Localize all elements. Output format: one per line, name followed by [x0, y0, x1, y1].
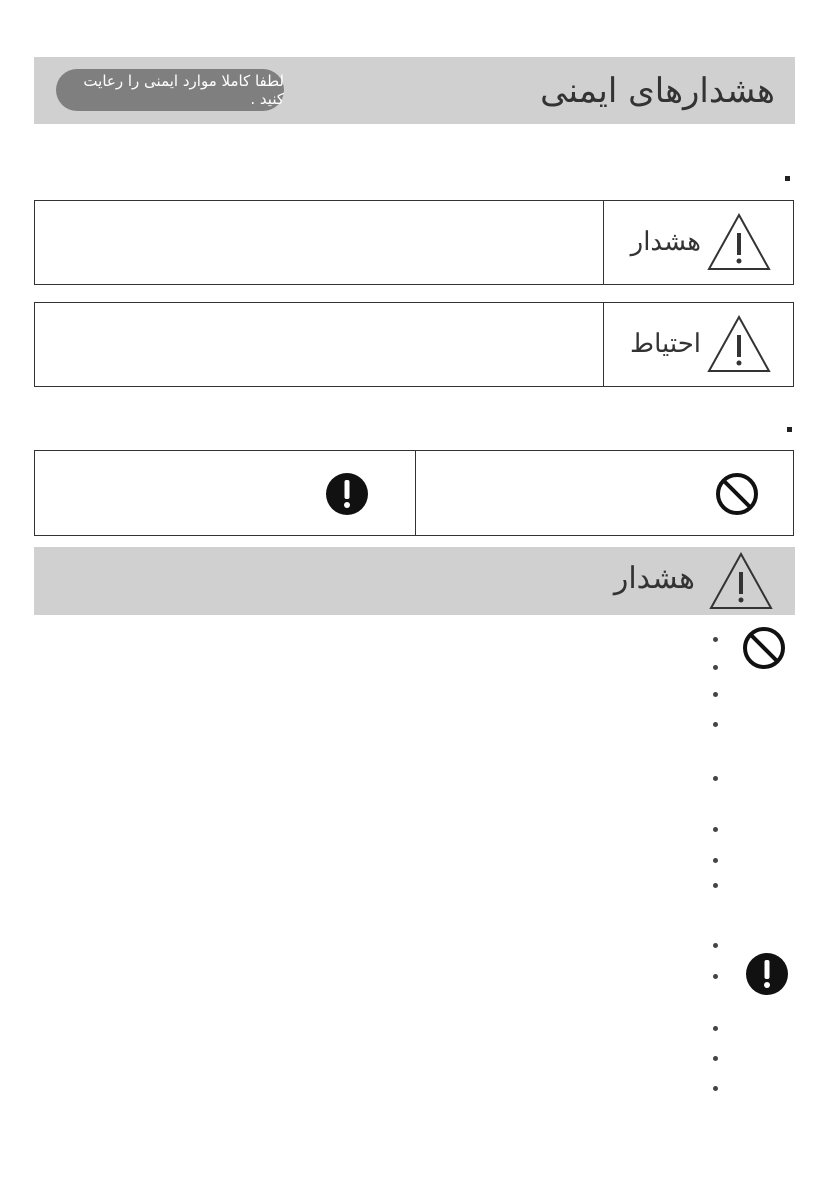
list-bullet [713, 1086, 718, 1091]
prohibition-icon [742, 626, 786, 670]
warning-legend-box [34, 200, 794, 285]
exclamation-circle-icon [745, 952, 789, 996]
legend-divider [603, 303, 604, 386]
prohibition-icon [715, 472, 759, 516]
exclamation-circle-icon [325, 472, 369, 516]
list-bullet [713, 974, 718, 979]
warning-triangle-icon [709, 552, 773, 610]
list-bullet [713, 637, 718, 642]
list-bullet [713, 722, 718, 727]
warning-triangle-icon [707, 213, 771, 271]
list-bullet [713, 827, 718, 832]
warning-section-band [34, 547, 795, 615]
page-title: هشدارهای ایمنی [540, 71, 775, 111]
list-bullet [713, 883, 718, 888]
symbol-legend-row [34, 450, 794, 536]
list-bullet [713, 943, 718, 948]
caution-label: احتیاط [630, 329, 701, 359]
warning-label: هشدار [630, 227, 701, 257]
list-bullet [713, 1056, 718, 1061]
legend-divider [603, 201, 604, 284]
warning-section-label: هشدار [613, 561, 695, 596]
safety-notice-pill: لطفا کاملا موارد ایمنی را رعایت کنید . [56, 69, 284, 111]
list-bullet [713, 1026, 718, 1031]
list-bullet [713, 692, 718, 697]
list-bullet [713, 776, 718, 781]
caution-triangle-icon [707, 315, 771, 373]
header-band [34, 57, 795, 124]
symbol-divider [415, 451, 416, 535]
section-marker [785, 176, 790, 181]
caution-legend-box [34, 302, 794, 387]
list-bullet [713, 665, 718, 670]
list-bullet [713, 858, 718, 863]
section-marker [787, 427, 792, 432]
